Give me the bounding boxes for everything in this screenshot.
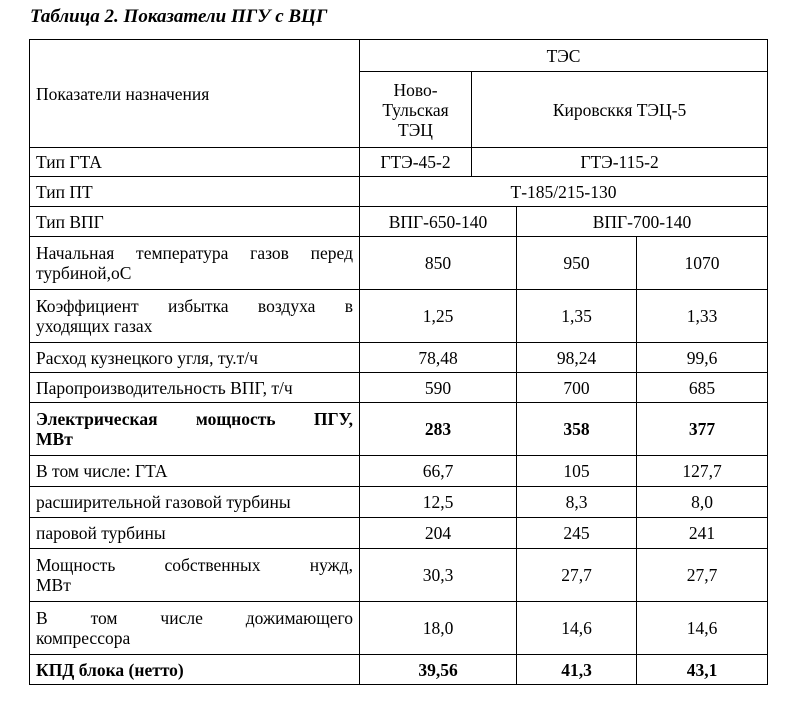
row-label-line1: Начальная температура газов перед [36, 243, 353, 263]
cell-value: 127,7 [637, 456, 768, 487]
table-row [30, 177, 768, 207]
cell-value: 950 [517, 237, 637, 290]
row-label-line1: Коэффициент избытка воздуха в [36, 296, 353, 316]
row-label: расширительной газовой турбины [30, 487, 360, 518]
row-label [30, 602, 360, 655]
cell-value: 685 [637, 373, 768, 403]
cell-value: 241 [637, 518, 768, 549]
table-row [30, 549, 768, 602]
cell-value: 1,35 [517, 290, 637, 343]
table-row [30, 290, 768, 343]
table-row [30, 237, 768, 290]
cell-value: 700 [517, 373, 637, 403]
cell-value: ГТЭ-45-2 [360, 148, 472, 177]
cell-value: 1,33 [637, 290, 768, 343]
cell-value: 358 [517, 403, 637, 456]
cell-value: ВПГ-700-140 [517, 207, 768, 237]
cell-value: 8,0 [637, 487, 768, 518]
cell-value: ВПГ-650-140 [360, 207, 517, 237]
cell-value: 1070 [637, 237, 768, 290]
table-row [30, 655, 768, 685]
table-row [30, 487, 768, 518]
cell-value: 377 [637, 403, 768, 456]
row-label: Тип ПТ [30, 177, 360, 207]
row-label: КПД блока (нетто) [30, 655, 360, 685]
header-plant-2: Кировсккя ТЭЦ-5 [472, 72, 768, 148]
table-row [30, 456, 768, 487]
row-label-line1: В том числе дожимающего [36, 608, 353, 628]
row-label: В том числе: ГТА [30, 456, 360, 487]
cell-value: 66,7 [360, 456, 517, 487]
row-label: Тип ГТА [30, 148, 360, 177]
cell-value: ГТЭ-115-2 [472, 148, 768, 177]
cell-value: 1,25 [360, 290, 517, 343]
header-plant-1-line1: Ново- [393, 79, 438, 100]
table-row [30, 518, 768, 549]
header-plant-1-line2: Тульская [382, 99, 449, 120]
cell-value: 78,48 [360, 343, 517, 373]
cell-value: 283 [360, 403, 517, 456]
cell-value: 27,7 [637, 549, 768, 602]
cell-value: 204 [360, 518, 517, 549]
row-label-line2: МВт [36, 575, 71, 595]
cell-value: 590 [360, 373, 517, 403]
header-plant-1-line3: ТЭЦ [398, 119, 433, 140]
table-row [30, 602, 768, 655]
row-label-line2: турбиной,оС [36, 263, 132, 283]
indicators-table [29, 39, 768, 685]
table-row [30, 207, 768, 237]
cell-value: 18,0 [360, 602, 517, 655]
row-label-line2: МВт [36, 429, 73, 449]
cell-value: 850 [360, 237, 517, 290]
header-plant-1 [360, 72, 472, 148]
table-row [30, 148, 768, 177]
cell-value: 30,3 [360, 549, 517, 602]
cell-value: 245 [517, 518, 637, 549]
table-row [30, 373, 768, 403]
row-label [30, 290, 360, 343]
row-label-line2: уходящих газах [36, 316, 153, 336]
header-group-tes: ТЭС [360, 40, 768, 72]
cell-value: 12,5 [360, 487, 517, 518]
cell-value: 8,3 [517, 487, 637, 518]
row-label-line2: компрессора [36, 628, 131, 648]
row-label: Расход кузнецкого угля, ту.т/ч [30, 343, 360, 373]
table-row [30, 343, 768, 373]
row-label: паровой турбины [30, 518, 360, 549]
cell-value: 39,56 [360, 655, 517, 685]
table-caption: Таблица 2. Показатели ПГУ с ВЦГ [30, 6, 328, 27]
cell-value: Т-185/215-130 [360, 177, 768, 207]
row-label-line1: Электрическая мощность ПГУ, [36, 409, 353, 429]
header-indicator: Показатели назначения [30, 40, 360, 148]
header-row-1 [30, 40, 768, 72]
table-row [30, 403, 768, 456]
row-label-line1: Мощность собственных нужд, [36, 555, 353, 575]
cell-value: 99,6 [637, 343, 768, 373]
row-label [30, 549, 360, 602]
row-label [30, 403, 360, 456]
row-label: Тип ВПГ [30, 207, 360, 237]
cell-value: 14,6 [637, 602, 768, 655]
row-label [30, 237, 360, 290]
cell-value: 43,1 [637, 655, 768, 685]
row-label: Паропроизводительность ВПГ, т/ч [30, 373, 360, 403]
cell-value: 27,7 [517, 549, 637, 602]
cell-value: 14,6 [517, 602, 637, 655]
cell-value: 105 [517, 456, 637, 487]
cell-value: 41,3 [517, 655, 637, 685]
cell-value: 98,24 [517, 343, 637, 373]
